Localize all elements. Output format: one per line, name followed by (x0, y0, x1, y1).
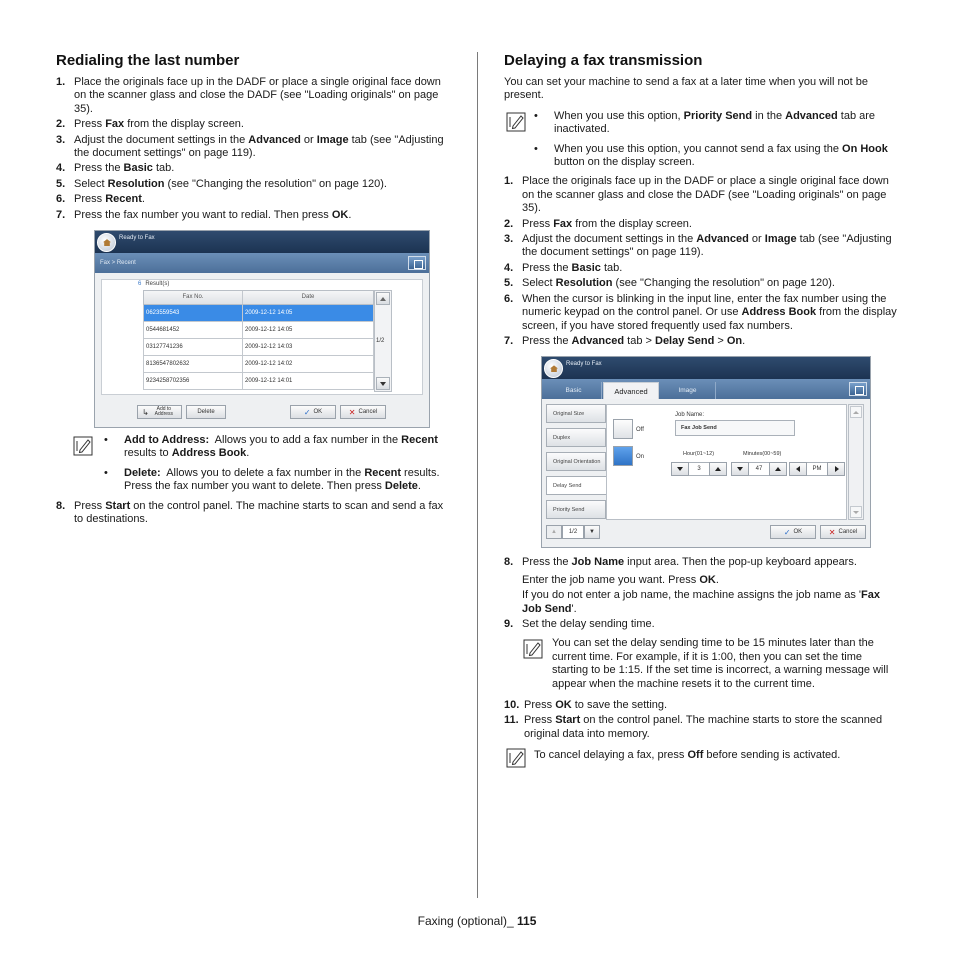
bullet-icon: • (534, 142, 538, 155)
hour-label: Hour(01~12) (683, 451, 715, 458)
redial-step-6 (56, 193, 448, 206)
step-number: 3. (56, 133, 66, 146)
fax-number-cell: 8136547802632 (144, 356, 243, 372)
delay-step-5 (504, 277, 898, 290)
minutes-up-icon[interactable] (769, 462, 787, 476)
bullet-icon: • (104, 434, 108, 447)
hour-value: 3 (689, 462, 709, 476)
step-number: 1. (56, 76, 66, 88)
job-name-label: Job Name: (675, 412, 705, 419)
step-text: Press Fax from the display screen. (74, 118, 244, 131)
redial-steps (56, 76, 448, 222)
fax-number-cell: 0623559543 (144, 305, 243, 321)
menu-page-indicator: 1/2 (562, 525, 584, 539)
left-column (56, 52, 448, 529)
address-book-icon[interactable] (408, 256, 426, 270)
screen-breadcrumb: Fax > Recent (100, 260, 136, 267)
recent-fax-table (143, 290, 374, 390)
result-count-label: 6 Result(s) (138, 281, 170, 288)
ampm-right-icon[interactable] (827, 462, 845, 476)
scroll-up-icon[interactable] (850, 406, 862, 418)
minutes-control (731, 462, 787, 476)
step-number: 2. (504, 217, 514, 230)
delay-step-1 (504, 175, 898, 215)
add-address-icon: ↳ (142, 407, 149, 417)
bullet-text: Delete: Allows you to delete a fax number in the Recent results. Press the fax number you want to delete. Then press Delete. (124, 466, 440, 493)
page-indicator: 1/2 (376, 338, 385, 345)
delete-button[interactable]: Delete (186, 405, 226, 419)
delay-step-11: 11. Press Start on the control panel. The machine starts to store the scanned original data into memory. (504, 714, 883, 740)
menu-page-up-button[interactable]: ▲ (546, 525, 562, 539)
fax-number-cell: 9234258702356 (144, 373, 243, 389)
table-scrollbar[interactable] (374, 290, 392, 392)
cancel-button[interactable]: ✕ Cancel (820, 525, 866, 539)
date-cell: 2009-12-12 14:03 (245, 343, 293, 350)
minutes-value: 47 (749, 462, 769, 476)
date-cell: 2009-12-12 14:05 (245, 326, 293, 333)
panel-scrollbar[interactable] (848, 404, 864, 520)
step-8-sub-1: Enter the job name you want. Press OK. (522, 573, 719, 586)
right-column (504, 52, 898, 769)
tab-advanced[interactable]: Advanced (603, 382, 659, 399)
delay-intro: You can set your machine to send a fax at a later time when you will not be present. (504, 76, 869, 102)
screen-title: Ready to Fax (119, 235, 155, 242)
fax-number-cell: 0544681452 (144, 322, 243, 338)
screen-button-bar (95, 397, 429, 427)
date-cell: 2009-12-12 14:01 (245, 377, 293, 384)
scroll-down-icon[interactable] (376, 377, 390, 390)
recent-note-1 (104, 434, 448, 461)
bullet-text: When you use this option, Priority Send in the Advanced tab are inactivated. (554, 109, 876, 136)
fax-number-cell: 03127741236 (144, 339, 243, 355)
step-number: 5. (504, 277, 514, 290)
step-number: 7. (504, 334, 514, 347)
redial-step-5 (56, 178, 448, 191)
note-icon (523, 639, 543, 659)
delay-note-1 (534, 110, 898, 137)
bullet-icon: • (104, 466, 108, 479)
step-text: Adjust the document settings in the Advanced or Image tab (see "Adjusting the document settings" on page 119). (522, 233, 892, 259)
step-number: 6. (56, 193, 66, 206)
table-row[interactable] (143, 322, 374, 339)
ampm-control (789, 462, 845, 476)
menu-item-delay-send[interactable]: Delay Send (546, 476, 610, 495)
menu-item-duplex[interactable]: Duplex (546, 428, 606, 447)
delay-step-3 (504, 233, 898, 260)
section-title-redialing: Redialing the last number (56, 52, 240, 69)
screen-header (542, 357, 870, 379)
menu-item-priority-send[interactable]: Priority Send (546, 500, 606, 519)
step-number: 5. (56, 177, 66, 190)
step-number: 1. (504, 175, 514, 188)
job-name-input[interactable]: Fax Job Send (675, 420, 795, 436)
step-number: 2. (56, 118, 66, 131)
note-cancel-delay-text: To cancel delaying a fax, press Off before sending is activated. (534, 749, 841, 762)
redial-step-7 (56, 209, 448, 222)
ok-button[interactable]: ✓ OK (290, 405, 336, 419)
step-number: 4. (504, 261, 514, 274)
redial-step-8-1 (56, 500, 448, 527)
column-divider (477, 52, 478, 898)
step-text: Press Fax from the display screen. (522, 217, 692, 230)
footer-section: Faxing (optional)_ (417, 914, 518, 928)
footer-page-number: 115 (517, 914, 537, 928)
bullet-text: Add to Address: Allows you to add a fax number in the Recent results to Address Book. (124, 434, 438, 460)
step-text: Press Start on the control panel. The machine starts to scan and send a fax to destinations. (74, 499, 444, 526)
step-text: Select Resolution (see "Changing the resolution" on page 120). (74, 177, 387, 190)
note-delay-time-text: You can set the delay sending time to be 15 minutes later than the current time. For example, if it is 1:00, then you can set the time starting to be 1:15. If the set time is incorrect, a warning message will appear when the machine resets it to the current time. (552, 637, 889, 690)
bullet-text: When you use this option, you cannot send a fax using the On Hook button on the display screen. (554, 142, 888, 169)
step-number: 8. (56, 499, 66, 512)
step-text: Adjust the document settings in the Advanced or Image tab (see "Adjusting the document settings" on page 119). (74, 133, 444, 160)
column-header-date: Date (301, 294, 315, 301)
close-icon: ✕ (828, 527, 836, 537)
recent-fax-screen (94, 230, 430, 428)
delay-step-10: 10. Press OK to save the setting. (504, 698, 668, 711)
delay-step-4 (504, 262, 898, 275)
fax-tabs (542, 379, 870, 399)
redial-step-1 (56, 76, 448, 116)
step-number: 3. (504, 233, 514, 246)
bullet-icon: • (534, 109, 538, 122)
close-icon: ✕ (348, 407, 356, 417)
delay-step-2 (504, 218, 898, 231)
step-number: 4. (56, 162, 66, 175)
step-text: When the cursor is blinking in the input line, enter the fax number using the numeric keypad on the control panel. Or use Address Book from the display screen, if you have stored frequently used fax numbers. (522, 292, 897, 332)
delay-send-panel (606, 404, 847, 520)
cancel-button[interactable]: ✕ Cancel (340, 405, 386, 419)
home-icon[interactable] (97, 233, 116, 252)
table-row[interactable] (143, 339, 374, 356)
table-row[interactable] (143, 356, 374, 373)
delay-step-9: 9. Set the delay sending time. (504, 617, 655, 630)
page-footer (0, 915, 954, 928)
delay-note-2 (534, 143, 898, 170)
date-cell: 2009-12-12 14:05 (245, 309, 293, 316)
menu-page-down-button[interactable]: ▼ (584, 525, 600, 539)
delay-step-8: 8. Press the Job Name input area. Then the pop-up keyboard appears. Enter the job name you want. Press OK. If you do not enter a job name, the machine assigns the job name as 'Fax Job Send'. (504, 556, 898, 616)
table-row[interactable] (143, 305, 374, 322)
tab-image[interactable]: Image (660, 382, 716, 399)
delay-steps-continued (504, 556, 898, 631)
step-8-sub-2: If you do not enter a job name, the machine assigns the job name as 'Fax Job Send'. (522, 589, 880, 615)
redial-step-2 (56, 118, 448, 131)
screen-header (95, 231, 429, 253)
menu-item-original-orientation[interactable]: Original Orientation (546, 452, 606, 471)
screen-button-bar (542, 517, 870, 547)
ampm-left-icon[interactable] (789, 462, 807, 476)
delay-steps (504, 175, 898, 348)
recent-results-area (101, 279, 423, 395)
note-icon (506, 112, 526, 132)
address-book-icon[interactable] (849, 382, 867, 396)
check-icon: ✓ (783, 527, 791, 537)
delay-steps-final (504, 699, 898, 741)
tab-basic[interactable]: Basic (546, 382, 602, 399)
scroll-up-icon[interactable] (376, 292, 390, 305)
note-cancel-delay (504, 749, 898, 762)
step-text: Press Recent. (74, 193, 145, 206)
minutes-down-icon[interactable] (731, 462, 749, 476)
note-delay-restrictions (504, 110, 898, 170)
step-text: Select Resolution (see "Changing the resolution" on page 120). (522, 277, 835, 290)
column-header-fax: Fax No. (144, 291, 243, 304)
recent-note-2 (104, 467, 448, 494)
delay-step-7 (504, 335, 898, 348)
minutes-label: Minutes(00~59) (743, 451, 782, 458)
check-icon: ✓ (303, 407, 311, 417)
screen-path-bar (95, 253, 429, 273)
redial-step-8 (56, 500, 448, 527)
hour-down-icon[interactable] (671, 462, 689, 476)
delay-on-toggle[interactable] (613, 446, 633, 466)
step-number: 7. (56, 208, 66, 221)
redial-step-3 (56, 134, 448, 161)
home-icon[interactable] (544, 359, 563, 378)
advanced-option-menu (546, 404, 606, 524)
delay-send-screen (541, 356, 871, 548)
delay-step-6 (504, 293, 898, 333)
note-icon (73, 436, 93, 456)
step-number: 6. (504, 292, 514, 305)
delay-off-toggle[interactable] (613, 419, 633, 439)
step-text: Press the Advanced tab > Delay Send > On. (522, 334, 746, 347)
off-label: Off (636, 427, 644, 434)
note-icon (506, 748, 526, 768)
step-text: Place the originals face up in the DADF or place a single original face down on the scanner glass and close the DADF (see "Loading originals" on page 35). (74, 76, 441, 115)
screen-title: Ready to Fax (566, 361, 602, 368)
on-label: On (636, 454, 645, 461)
step-text: Press the Basic tab. (74, 162, 175, 175)
table-header (143, 290, 374, 305)
step-text: Press the fax number you want to redial. Then press OK. (74, 208, 352, 221)
menu-item-original-size[interactable]: Original Size (546, 404, 606, 423)
table-row[interactable] (143, 373, 374, 390)
hour-control (671, 462, 727, 476)
note-delay-time (504, 637, 898, 691)
hour-up-icon[interactable] (709, 462, 727, 476)
redial-step-4 (56, 162, 448, 175)
date-cell: 2009-12-12 14:02 (245, 360, 293, 367)
note-recent-options (56, 434, 448, 494)
add-to-address-button[interactable]: ↳ Add to Address (137, 405, 182, 419)
section-title-delaying: Delaying a fax transmission (504, 52, 703, 69)
step-text: Place the originals face up in the DADF or place a single original face down on the scanner glass and close the DADF (see "Loading originals" on page 35). (522, 175, 889, 215)
ampm-value: PM (807, 462, 827, 476)
step-text: Press the Basic tab. (522, 261, 623, 274)
ok-button[interactable]: ✓ OK (770, 525, 816, 539)
